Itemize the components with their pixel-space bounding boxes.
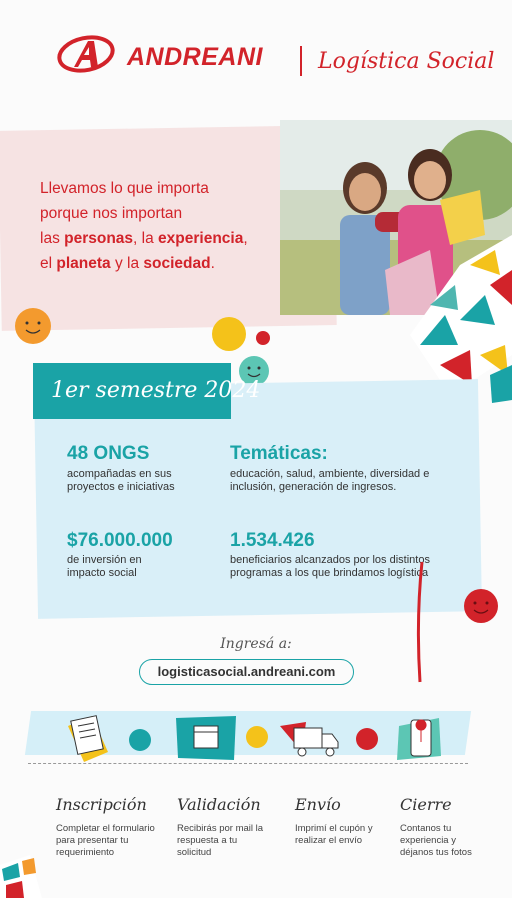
step-4-title: Cierre [400, 795, 452, 814]
semester-label: 1er semestre 2024 [51, 378, 261, 403]
ongs-value: 48 ONGS [67, 443, 150, 464]
website-link[interactable]: logisticasocial.andreani.com [139, 659, 354, 685]
yellow-dot-icon [211, 316, 247, 352]
step-2-title: Validación [177, 795, 261, 814]
andreani-logo-icon [56, 34, 116, 74]
box-icon [176, 716, 236, 760]
red-line-decoration [410, 560, 430, 685]
tematicas-desc: educación, salud, ambiente, diversidad e inclusión, generación de ingresos. [230, 468, 430, 494]
step-1-desc: Completar el formulario para presentar tu requerimiento [56, 823, 155, 858]
ingresa-label: Ingresá a: [220, 636, 292, 652]
hero-line-4: el planeta y la sociedad. [40, 255, 215, 272]
step-2-desc: Recibirás por mail la respuesta a tu solicitud [177, 823, 264, 858]
hero-line-1: Llevamos lo que importa [40, 180, 209, 197]
map-decoration-right [400, 225, 512, 405]
brand-name: ANDREANI [127, 43, 263, 71]
smiley-icon [355, 727, 379, 751]
hero-line-2: porque nos importan [40, 205, 183, 222]
red-dot-icon [255, 330, 271, 346]
step-4-desc: Contanos tu experiencia y déjanos tus fotos [400, 823, 472, 858]
phone-location-icon [395, 716, 445, 762]
beneficiarios-value: 1.534.426 [230, 530, 315, 551]
step-3-desc: Imprimí el cupón y realizar el envío [295, 823, 373, 846]
steps-dashed-line [28, 763, 468, 764]
inversion-value: $76.000.000 [67, 530, 173, 551]
step-3-title: Envío [295, 795, 341, 814]
map-decoration-bottom-left [0, 855, 45, 898]
smiley-icon [245, 725, 269, 749]
tematicas-title: Temáticas: [230, 443, 328, 464]
header-divider [300, 46, 302, 76]
smiley-icon [14, 307, 52, 345]
smiley-icon [463, 588, 499, 624]
beneficiarios-desc: beneficiarios alcanzados por los distintos programas a los que brindamos logística [230, 554, 430, 580]
inversion-desc: de inversión en impacto social [67, 554, 142, 580]
step-1-title: Inscripción [56, 795, 147, 814]
hero-line-3: las personas, la experiencia, [40, 230, 248, 247]
subbrand-title: Logística Social [318, 49, 495, 74]
ongs-desc: acompañadas en sus proyectos e iniciativas [67, 468, 175, 494]
document-icon [64, 712, 112, 762]
truck-icon [280, 722, 340, 760]
smiley-icon [128, 728, 152, 752]
